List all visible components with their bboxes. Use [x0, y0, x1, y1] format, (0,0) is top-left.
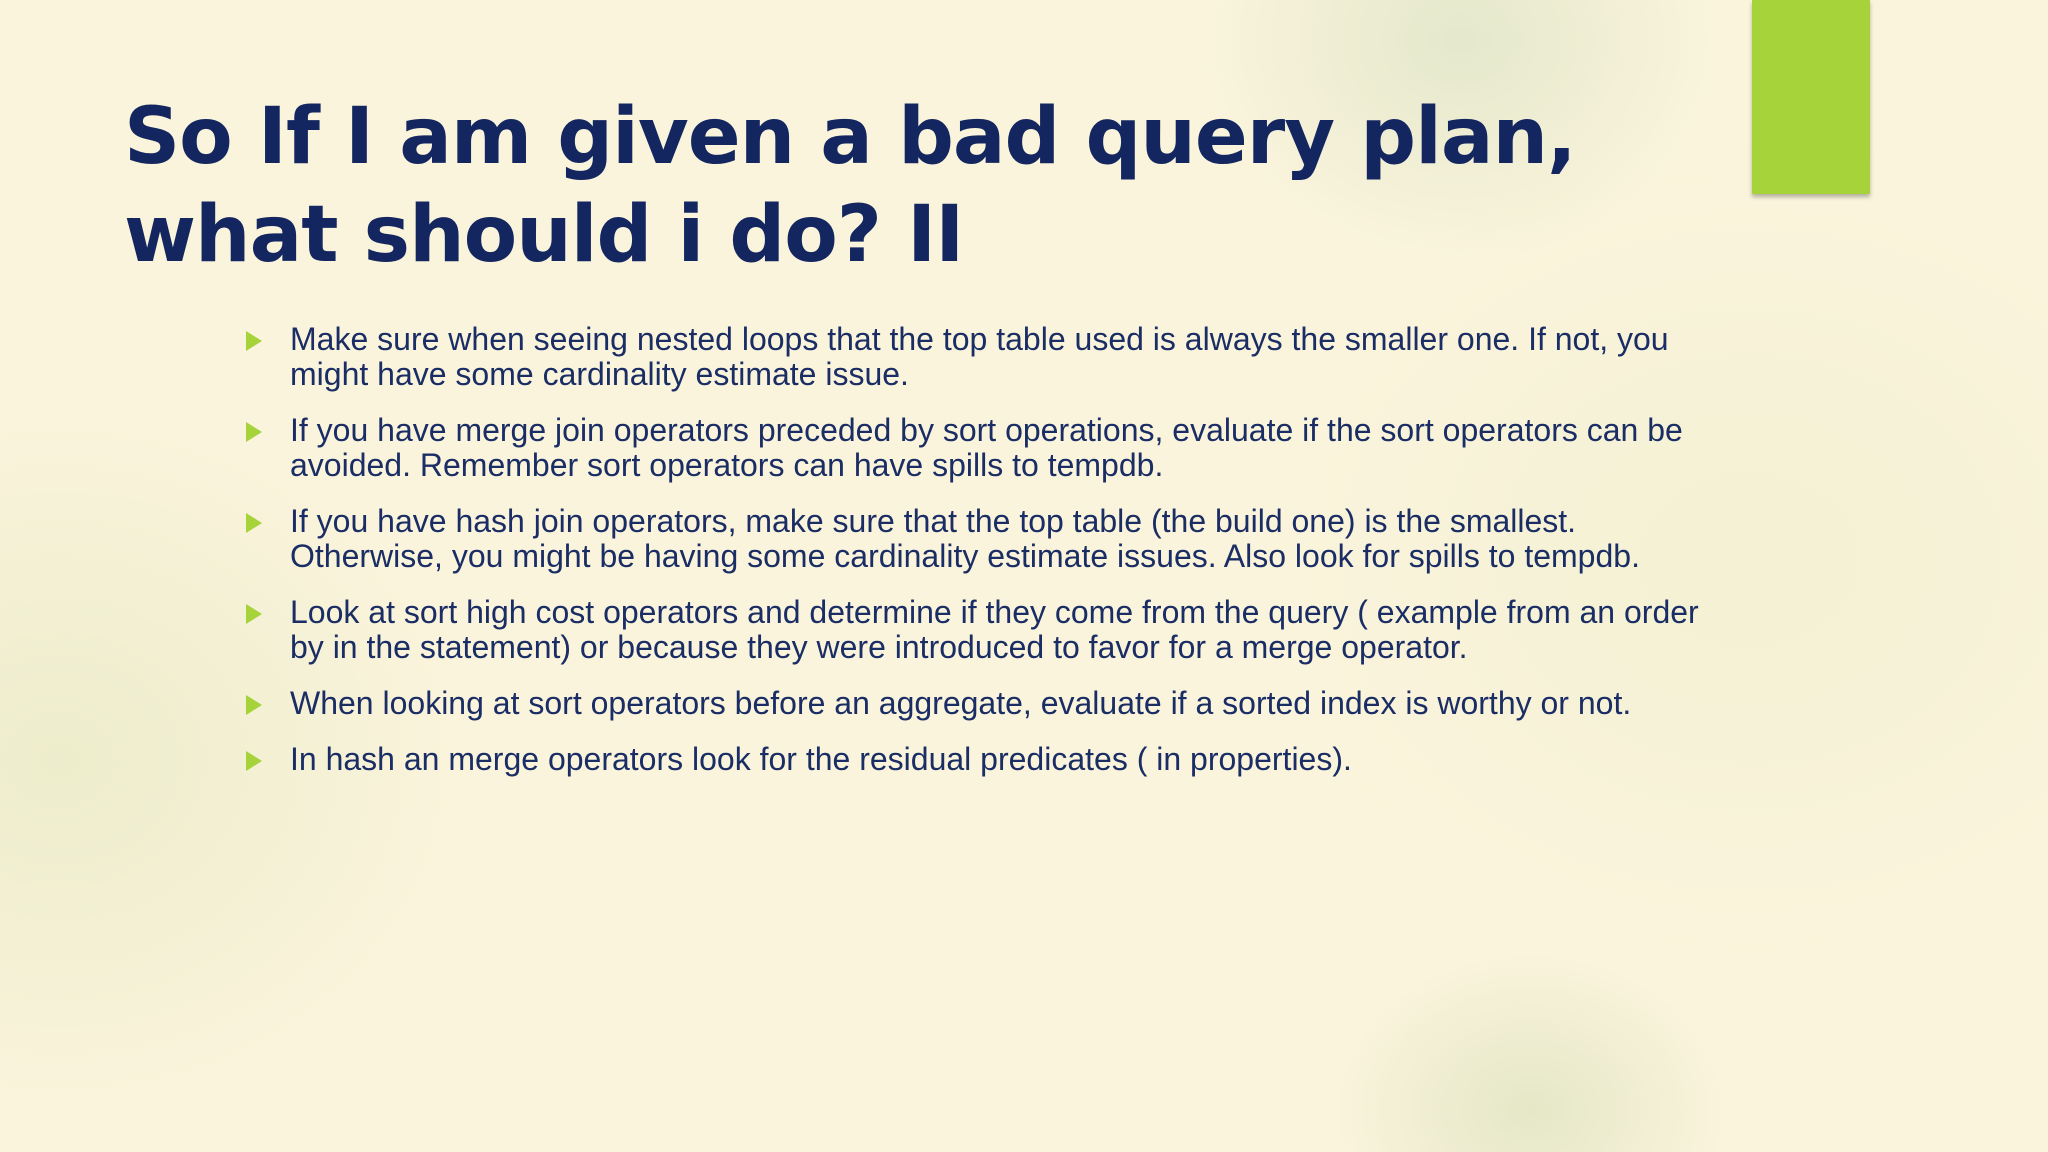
bullet-item — [244, 742, 1704, 777]
bullet-item — [244, 322, 1704, 392]
bullet-list — [244, 322, 1704, 798]
triangle-right-icon — [246, 695, 262, 715]
accent-bar — [1752, 0, 1870, 194]
triangle-right-icon — [246, 513, 262, 533]
bullet-text: If you have hash join operators, make sure that the top table (the build one) is the smallest. Otherwise, you might be having some cardinality estimate issues. Also look for spills to tempdb. — [290, 503, 1640, 574]
bullet-text: Look at sort high cost operators and determine if they come from the query ( example from an order by in the statement) or because they were introduced to favor for a merge operator. — [290, 594, 1699, 665]
bullet-item — [244, 595, 1704, 665]
bullet-text: If you have merge join operators preceded by sort operations, evaluate if the sort operators can be avoided. Remember sort operators can have spills to tempdb. — [290, 412, 1683, 483]
bullet-item — [244, 504, 1704, 574]
triangle-right-icon — [246, 751, 262, 771]
bullet-text: In hash an merge operators look for the residual predicates ( in properties). — [290, 741, 1352, 777]
bullet-item — [244, 686, 1704, 721]
bullet-item — [244, 413, 1704, 483]
triangle-right-icon — [246, 331, 262, 351]
slide-title: So If I am given a bad query plan, what should i do? II — [124, 92, 1576, 280]
triangle-right-icon — [246, 604, 262, 624]
bullet-text: When looking at sort operators before an aggregate, evaluate if a sorted index is worthy or not. — [290, 685, 1632, 721]
bullet-text: Make sure when seeing nested loops that the top table used is always the smaller one. If not, you might have some cardinality estimate issue. — [290, 321, 1669, 392]
triangle-right-icon — [246, 422, 262, 442]
